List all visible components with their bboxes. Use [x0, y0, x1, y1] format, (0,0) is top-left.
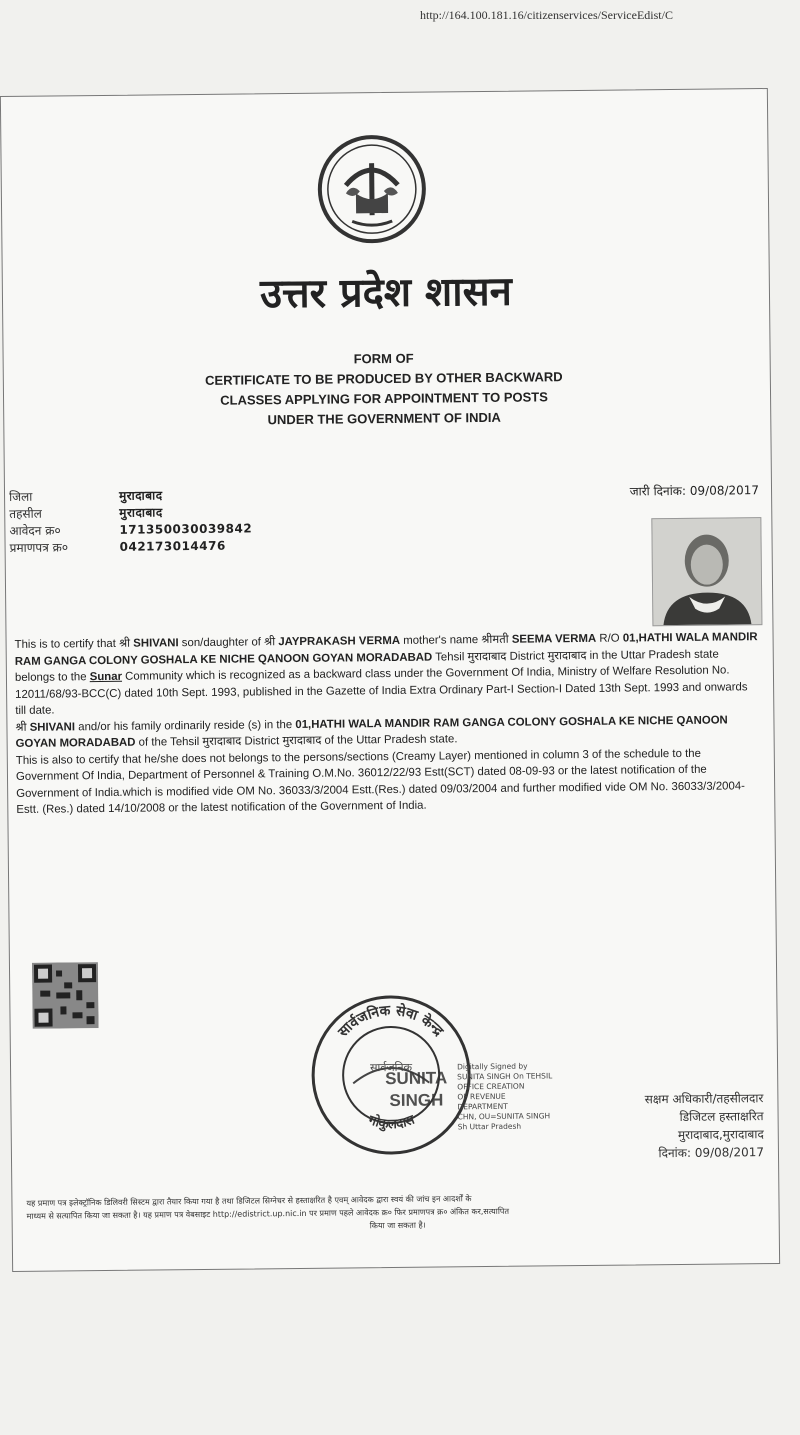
form-title-line: CLASSES APPLYING FOR APPOINTMENT TO POSTS [220, 389, 548, 408]
text-segment: and/or his family ordinarily reside (s) in the [78, 718, 293, 733]
mother-name: SEEMA VERMA [511, 632, 597, 646]
certificate-row [10, 537, 253, 557]
certificate-sheet [0, 88, 780, 1272]
text-segment: mother's name श्रीमती [403, 633, 509, 647]
text-segment: of the Tehsil मुरादाबाद District मुरादाबाद of the Uttar Pradesh state. [138, 733, 458, 749]
tehsil-value: मुरादाबाद [119, 505, 163, 520]
authority-designation: सक्षम अधिकारी/तहसीलदार [644, 1091, 764, 1107]
seal-bottom-text: गोकुलदास [366, 1112, 417, 1133]
residence-address: 01,HATHI WALA MANDIR RAM GANGA COLONY GOSHALA KE NICHE QANOON GOYAN MORADABAD [14, 631, 758, 668]
text-segment: Community which is recognized as a backward class under the Government Of India, Ministry of Welfare Resolution No. 12011/68/93-BCC(C) dated 10th Sept. 1993, published in the Gazette of India Extra Ordinary Part-I Section-I Dated 13th Sept. 1993 and onwards till date. [15, 664, 748, 717]
browser-url: http://164.100.181.16/citizenservices/ServiceEdist/C [420, 8, 673, 22]
applicant-name: SHIVANI [29, 720, 76, 734]
signature-line: Sh Uttar Pradesh [457, 1121, 522, 1132]
authority-date-value: 09/08/2017 [694, 1145, 765, 1160]
tehsil-label: तहसील [9, 506, 42, 521]
signature-line: DEPARTMENT [457, 1101, 508, 1112]
verification-footer [26, 1189, 768, 1236]
footer-line: किया जा सकता है। [369, 1220, 426, 1231]
up-state-emblem-icon [315, 133, 428, 246]
signer-first-name: SUNITA [385, 1068, 448, 1089]
application-label: आवेदन क्र० [9, 523, 61, 538]
form-title [134, 346, 635, 431]
state-government-title: उत्तर प्रदेश शासन [259, 267, 513, 318]
certificate-label: प्रमाणपत्र क्र० [9, 540, 69, 555]
signature-line: CHN, OU=SUNITA SINGH [457, 1111, 551, 1122]
issue-date-label: जारी दिनांक: [629, 483, 687, 499]
signature-line: SUNITA SINGH On TEHSIL [457, 1071, 553, 1082]
application-number: 171350030039842 [119, 521, 253, 537]
footer-line: माध्यम से सत्यापित किया जा सकता है। यह प्रमाण पत्र वेबसाइट http://edistrict.up.nic.in पर प्रमाण पहले आवेदक क्र० फिर प्रमाणपत्र क्र० अंकित कर,सत्यापित [26, 1206, 510, 1221]
applicant-photo [651, 517, 762, 626]
text-segment: son/daughter of श्री [181, 636, 276, 650]
certificate-meta [9, 486, 252, 557]
authority-date [564, 1143, 764, 1163]
seal-ring-text: सार्वजनिक सेवा केन्द्र [335, 1002, 447, 1041]
district-label: जिला [8, 489, 33, 504]
signature-line: OF REVENUE [457, 1091, 506, 1102]
issue-date-value: 09/08/2017 [689, 483, 760, 498]
text-segment: Tehsil मुरादाबाद District मुरादाबाद in the Uttar Pradesh state belongs to the [14, 648, 719, 684]
certificate-body [15, 629, 763, 818]
digital-signer-name [371, 1067, 461, 1112]
svg-text:गोकुलदास [366, 1111, 418, 1132]
footer-line: यह प्रमाण पत्र इलेक्ट्रॉनिक डिलिवरी सिस्टम द्वारा तैयार किया गया है तथा डिजिटल सिग्नेचर से हस्ताक्षरित है एवम् आवेदक द्वारा स्वयं की जांच इन आदर्शों के [26, 1194, 472, 1208]
district-value: मुरादाबाद [118, 488, 163, 503]
signature-line: OFFICE CREATION [457, 1081, 525, 1092]
creamy-layer-paragraph: This is also to certify that he/she does not belongs to the persons/sections (Creamy Layer) mentioned in column 3 of the schedule to the Government Of India, Department of Personnel & Training O.M.No. 36012/22/93 Estt(SCT) dated 08-09-93 or the latest notification of the Government of India.which is modified vide OM No. 36033/3/2004 Estt.(Res.) dated 09/03/2004 and further modified vide OM No. 36033/3/2004-Estt. (Res.) dated 14/10/2008 or the latest notification of the Government of India. [15, 747, 745, 816]
father-name: JAYPRAKASH VERMA [278, 634, 401, 649]
signer-last-name: SINGH [389, 1090, 444, 1111]
form-title-line: UNDER THE GOVERNMENT OF INDIA [267, 409, 501, 428]
certificate-number: 042173014476 [119, 538, 226, 554]
seal-center-text: सार्वजनिक [370, 1060, 413, 1075]
text-segment: श्री [15, 721, 27, 734]
signature-line: Digitally Signed by [457, 1061, 528, 1072]
text-segment: R/O [599, 632, 620, 645]
authority-location: मुरादाबाद,मुरादाबाद [677, 1127, 764, 1143]
issue-date [630, 481, 760, 499]
applicant-name: SHIVANI [133, 637, 179, 650]
residence-address: 01,HATHI WALA MANDIR RAM GANGA COLONY GOSHALA KE NICHE QANOON GOYAN MORADABAD [15, 713, 728, 750]
form-title-line: CERTIFICATE TO BE PRODUCED BY OTHER BACKWARD [205, 369, 563, 388]
certification-paragraph [15, 629, 762, 719]
competent-authority-block [563, 1089, 764, 1163]
qr-code-icon [32, 962, 99, 1029]
form-title-line: FORM OF [353, 350, 414, 367]
community-name: Sunar [89, 670, 123, 684]
digitally-signed-label: डिजिटल हस्ताक्षरित [679, 1109, 764, 1124]
authority-date-label: दिनांक: [658, 1145, 692, 1161]
text-segment: This is to certify that श्री [14, 637, 131, 651]
